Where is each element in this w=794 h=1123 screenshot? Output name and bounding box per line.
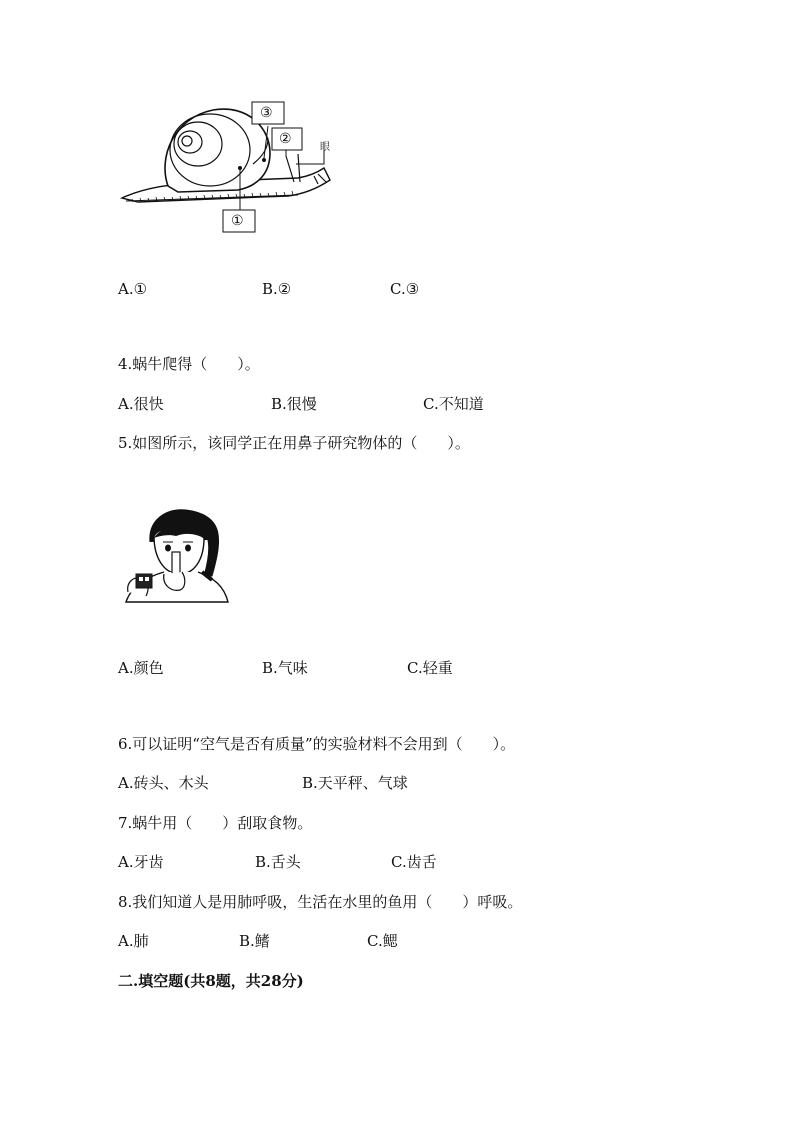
q7-option-a[interactable]: A.牙齿	[118, 853, 164, 871]
q6-option-b[interactable]: B.天平秤、气球	[302, 774, 408, 792]
eye-label: 眼	[320, 142, 330, 153]
q3-option-a[interactable]: A.①	[118, 280, 148, 298]
q4-question: 4.蜗牛爬得（ ）。	[118, 355, 260, 373]
q4-option-a[interactable]: A.很快	[118, 395, 164, 413]
section-2-title: 二.填空题(共8题，共28分)	[118, 972, 304, 990]
q7-option-c[interactable]: C.齿舌	[391, 853, 437, 871]
snail-diagram	[118, 98, 358, 240]
label-3: ③	[260, 105, 273, 121]
q4-option-c[interactable]: C.不知道	[423, 395, 484, 413]
q5-option-a[interactable]: A.颜色	[118, 659, 164, 677]
label-1: ①	[231, 213, 244, 229]
q8-option-b[interactable]: B.鳍	[239, 932, 270, 950]
q5-option-b[interactable]: B.气味	[262, 659, 308, 677]
q7-option-b[interactable]: B.舌头	[255, 853, 301, 871]
label-2: ②	[279, 131, 292, 147]
girl-smelling-illustration	[120, 506, 232, 610]
q3-option-c[interactable]: C.③	[390, 280, 420, 298]
q5-option-c[interactable]: C.轻重	[407, 659, 453, 677]
q6-option-a[interactable]: A.砖头、木头	[118, 774, 209, 792]
q8-option-a[interactable]: A.肺	[118, 932, 149, 950]
q5-question: 5.如图所示，该同学正在用鼻子研究物体的（ ）。	[118, 434, 470, 452]
q8-option-c[interactable]: C.鳃	[367, 932, 398, 950]
q8-question: 8.我们知道人是用肺呼吸，生活在水里的鱼用（ ）呼吸。	[118, 893, 523, 911]
q4-option-b[interactable]: B.很慢	[271, 395, 317, 413]
q7-question: 7.蜗牛用（ ）刮取食物。	[118, 814, 313, 832]
q6-question: 6.可以证明“空气是否有质量”的实验材料不会用到（ ）。	[118, 735, 516, 753]
q3-option-b[interactable]: B.②	[262, 280, 292, 298]
